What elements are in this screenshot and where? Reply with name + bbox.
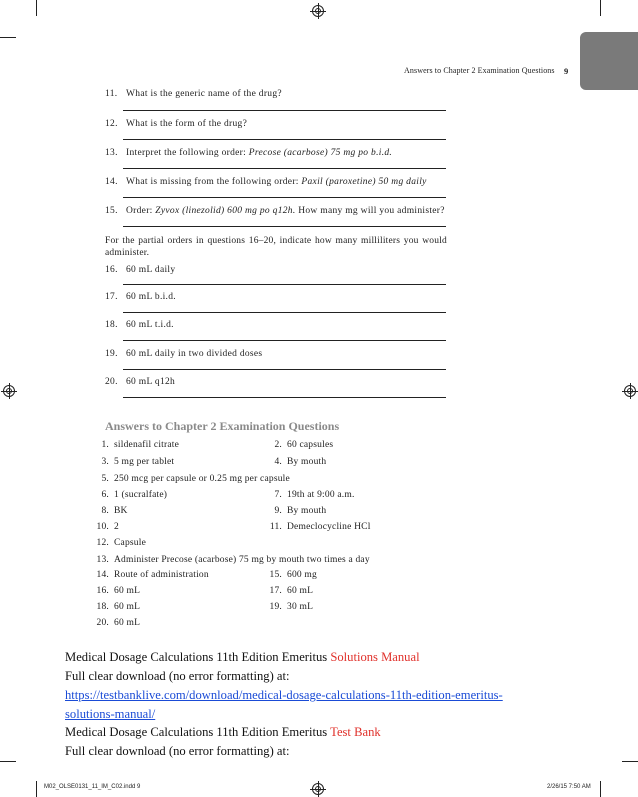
answer-item: 12. Capsule bbox=[96, 538, 147, 548]
answer-item: 4. By mouth bbox=[274, 457, 327, 467]
answer-item: 18. 60 mL bbox=[96, 602, 141, 612]
answer-item: 20. 60 mL bbox=[96, 618, 141, 628]
answer-item: 6. 1 (sucralfate) bbox=[101, 490, 168, 500]
partial-orders-instructions: For the partial orders in questions 16–20, indicate how many milliliters you would administer. bbox=[105, 236, 447, 258]
crop-mark bbox=[36, 781, 37, 797]
question-item: 17. 60 mL b.i.d. bbox=[105, 292, 176, 302]
answer-item: 15. 600 mg bbox=[269, 570, 317, 580]
answer-line bbox=[123, 226, 446, 227]
answer-item: 10. 2 bbox=[96, 522, 119, 532]
crop-mark bbox=[622, 761, 638, 762]
crop-mark bbox=[600, 781, 601, 797]
answer-item: 8. BK bbox=[101, 506, 128, 516]
crop-mark bbox=[600, 0, 601, 16]
page-number: 9 bbox=[564, 66, 569, 76]
promo-line: Full clear download (no error formatting) at: bbox=[65, 744, 290, 758]
question-item: 13. Interpret the following order: Precose (acarbose) 75 mg po b.i.d. bbox=[105, 148, 393, 158]
chapter-tab bbox=[580, 32, 638, 90]
answer-item: 7. 19th at 9:00 a.m. bbox=[274, 490, 355, 500]
answer-item: 3. 5 mg per tablet bbox=[101, 457, 175, 467]
slug-timestamp: 2/26/15 7:50 AM bbox=[547, 784, 591, 790]
question-item: 16. 60 mL daily bbox=[105, 265, 176, 275]
download-link[interactable]: solutions-manual/ bbox=[65, 707, 156, 721]
answer-item: 11. Demeclocycline HCl bbox=[269, 522, 371, 532]
crop-mark bbox=[0, 761, 16, 762]
question-item: 20. 60 mL q12h bbox=[105, 377, 176, 387]
question-item: 14. What is missing from the following order: Paxil (paroxetine) 50 mg daily bbox=[105, 177, 427, 187]
download-link[interactable]: https://testbanklive.com/download/medical-dosage-calculations-11th-edition-emeritus- bbox=[65, 688, 503, 702]
answer-line bbox=[123, 197, 446, 198]
promo-line: Full clear download (no error formatting) at: bbox=[65, 669, 290, 683]
answer-line bbox=[123, 369, 446, 370]
answer-line bbox=[123, 312, 446, 313]
answer-item: 5. 250 mcg per capsule or 0.25 mg per capsule bbox=[101, 474, 290, 484]
question-item: 15. Order: Zyvox (linezolid) 600 mg po q12h. How many mg will you administer? bbox=[105, 206, 445, 216]
answers-heading: Answers to Chapter 2 Examination Questions bbox=[105, 419, 340, 433]
question-item: 11. What is the generic name of the drug? bbox=[105, 89, 282, 99]
answer-item: 2. 60 capsules bbox=[274, 440, 334, 450]
question-item: 19. 60 mL daily in two divided doses bbox=[105, 349, 263, 359]
registration-mark-icon bbox=[3, 385, 15, 397]
answer-line bbox=[123, 340, 446, 341]
answer-line bbox=[123, 397, 446, 398]
answer-item: 16. 60 mL bbox=[96, 586, 141, 596]
running-header: Answers to Chapter 2 Examination Questions bbox=[404, 66, 555, 75]
answer-item: 14. Route of administration bbox=[96, 570, 209, 580]
promo-line: Medical Dosage Calculations 11th Edition Emeritus Solutions Manual bbox=[65, 650, 420, 664]
answer-item: 1. sildenafil citrate bbox=[101, 440, 180, 450]
answer-item: 9. By mouth bbox=[274, 506, 327, 516]
answer-line bbox=[123, 110, 446, 111]
registration-mark-icon bbox=[312, 783, 324, 795]
question-item: 18. 60 mL t.i.d. bbox=[105, 320, 174, 330]
answer-item: 19. 30 mL bbox=[269, 602, 314, 612]
crop-mark bbox=[0, 37, 16, 38]
answer-line bbox=[123, 168, 446, 169]
answer-item: 13. Administer Precose (acarbose) 75 mg by mouth two times a day bbox=[96, 555, 370, 565]
registration-mark-icon bbox=[312, 5, 324, 17]
slug-file-name: M02_OLSE0131_11_IM_C02.indd 9 bbox=[44, 784, 141, 790]
answer-item: 17. 60 mL bbox=[269, 586, 314, 596]
answer-line bbox=[123, 284, 446, 285]
question-item: 12. What is the form of the drug? bbox=[105, 119, 248, 129]
answer-line bbox=[123, 139, 446, 140]
registration-mark-icon bbox=[624, 385, 636, 397]
crop-mark bbox=[36, 0, 37, 16]
promo-line: Medical Dosage Calculations 11th Edition Emeritus Test Bank bbox=[65, 725, 381, 739]
